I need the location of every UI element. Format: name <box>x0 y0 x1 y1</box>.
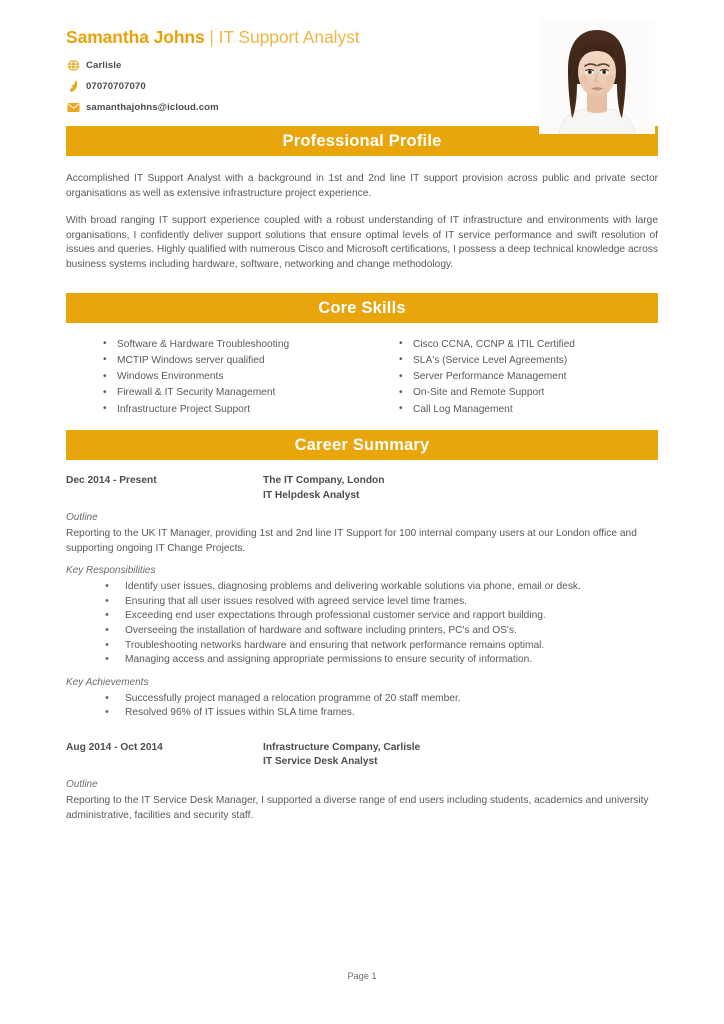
job-achievements-label: Key Achievements <box>66 676 149 688</box>
contact-phone-text: 07070707070 <box>86 80 146 92</box>
job-org <box>263 474 384 503</box>
list-item: • On-Site and Remote Support <box>399 385 658 401</box>
list-item: • Identify user issues, diagnosing problems and delivering workable solutions via phone, email or desk. <box>105 580 658 595</box>
job-company: Infrastructure Company, Carlisle <box>263 741 421 753</box>
job-outline-text: Reporting to the UK IT Manager, providing 1st and 2nd line IT Support for 100 internal company users at our London office and supporting ongoing IT Change Projects. <box>66 528 637 554</box>
professional-profile-body <box>66 156 658 273</box>
job-outline-text: Reporting to the IT Service Desk Manager, I supported a diverse range of end users including students, academics and university administrative, facilities and security staff. <box>66 794 649 821</box>
list-item: • Server Performance Management <box>399 369 658 385</box>
job-org <box>263 741 420 770</box>
job-achievements-list <box>66 692 658 721</box>
list-item: • SLA's (Service Level Agreements) <box>399 353 658 369</box>
job-responsibilities-label: Key Responsibilities <box>66 565 156 577</box>
candidate-role: IT Support Analyst <box>218 27 360 47</box>
list-item: • Resolved 96% of IT issues within SLA time frames. <box>105 706 658 721</box>
list-item: • Call Log Management <box>399 402 658 418</box>
list-item: • Troubleshooting networks hardware and ensuring that network performance remains optimal. <box>105 639 658 654</box>
profile-paragraph: With broad ranging IT support experience coupled with a robust understanding of IT infrastructure and environments with large organisations, I confidently deliver support solutions that ensure optimal levels of IT service performance and swift resolution of issues and queries. Highly qualified with numerous Cisco and Microsoft certifications, I possess a deep technical knowledge across business systems including hardware, software, networking and change methodology. <box>66 215 658 270</box>
candidate-name: Samantha Johns <box>66 27 205 47</box>
spacer <box>66 273 658 293</box>
resume-header <box>66 0 658 126</box>
list-item: • Overseeing the installation of hardware and software including printers, PC's and OS's. <box>105 624 658 639</box>
list-item: • Windows Environments <box>103 369 362 385</box>
career-summary-body <box>66 460 658 823</box>
spacer <box>66 721 658 741</box>
phone-icon <box>66 79 80 93</box>
section-header-core-skills: Core Skills <box>66 293 658 323</box>
job-header <box>66 741 658 770</box>
core-skills-column-right <box>362 337 658 418</box>
profile-paragraph: Accomplished IT Support Analyst with a background in 1st and 2nd line IT support provision across public and private sector organisations as well as extensive infrastructure project experience. <box>66 173 658 199</box>
job-outline-label: Outline <box>66 512 98 524</box>
contact-email-text: samanthajohns@icloud.com <box>86 101 219 113</box>
job-responsibilities-list <box>66 580 658 668</box>
list-item: • Software & Hardware Troubleshooting <box>103 337 362 353</box>
list-item: • Managing access and assigning appropriate permissions to ensure security of information. <box>105 653 658 668</box>
job-title: IT Helpdesk Analyst <box>263 489 360 501</box>
job-company: The IT Company, London <box>263 475 385 487</box>
list-item: • Successfully project managed a relocation programme of 20 staff member. <box>105 692 658 707</box>
section-header-career-summary: Career Summary <box>66 430 658 460</box>
section-header-professional-profile: Professional Profile <box>66 126 658 156</box>
avatar <box>539 18 655 134</box>
job-entry <box>66 474 658 721</box>
title-separator: | <box>204 27 219 47</box>
list-item: • Cisco CCNA, CCNP & ITIL Certified <box>399 337 658 353</box>
list-item: • Exceeding end user expectations through professional customer service and rapport building. <box>105 609 658 624</box>
contact-location-text: Carlisle <box>86 59 122 71</box>
job-header <box>66 474 658 503</box>
core-skills-body <box>66 323 658 430</box>
list-item: • Infrastructure Project Support <box>103 402 362 418</box>
envelope-icon <box>66 100 80 114</box>
job-outline-label: Outline <box>66 778 98 790</box>
job-title: IT Service Desk Analyst <box>263 756 378 768</box>
core-skills-column-left <box>66 337 362 418</box>
job-dates: Dec 2014 - Present <box>66 475 157 487</box>
job-entry <box>66 741 658 823</box>
job-dates: Aug 2014 - Oct 2014 <box>66 741 163 753</box>
list-item: • Firewall & IT Security Management <box>103 385 362 401</box>
page-footer <box>0 971 724 981</box>
globe-icon <box>66 58 80 72</box>
list-item: • MCTIP Windows server qualified <box>103 353 362 369</box>
page-number: Page 1 <box>347 971 377 981</box>
list-item: • Ensuring that all user issues resolved with agreed service level time frames. <box>105 595 658 610</box>
